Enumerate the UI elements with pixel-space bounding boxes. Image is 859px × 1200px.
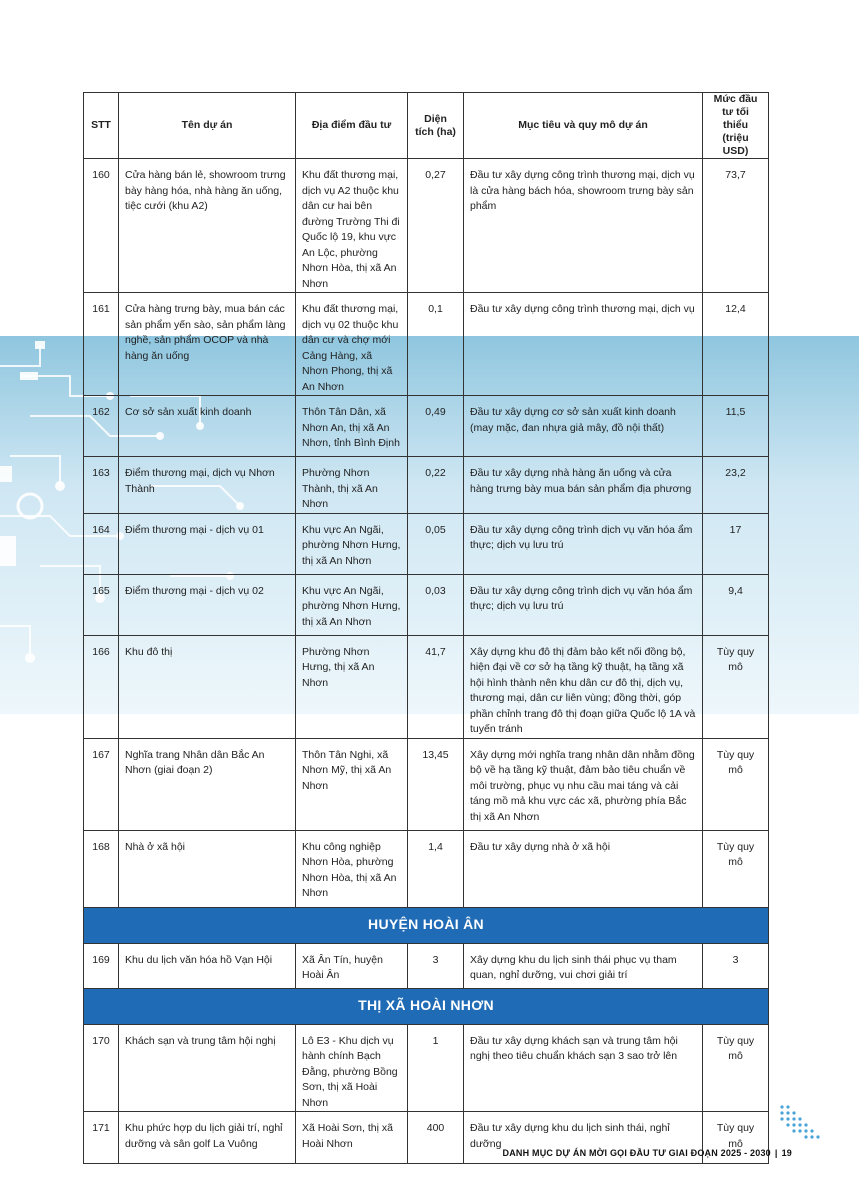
- cell-location: Khu đất thương mại, dịch vụ A2 thuộc khu dân cư hai bên đường Trường Thi đi Quốc lộ 19, khu vực An Lộc, phường Nhơn Hòa, thị xã An Nhơn: [302, 169, 400, 290]
- cell-stt: 171: [92, 1122, 110, 1134]
- table-header-row: [84, 93, 769, 159]
- cell-area: 0,49: [425, 406, 446, 418]
- header-stt: STT: [84, 93, 119, 159]
- cell-goal: Đầu tư xây dựng nhà ở xã hội: [470, 840, 611, 853]
- footer-title: DANH MỤC DỰ ÁN MỜI GỌI ĐẦU TƯ GIAI ĐOẠN 2025 - 2030: [502, 1148, 771, 1158]
- cell-stt: 170: [92, 1034, 110, 1047]
- table-row: [84, 513, 769, 574]
- cell-stt: 166: [92, 645, 110, 658]
- cell-location: Khu đất thương mại, dịch vụ 02 thuộc khu dân cư và chợ mới Cảng Hàng, xã Nhơn Phong, thị xã An Nhơn: [302, 303, 399, 393]
- cell-area: 1: [432, 1034, 439, 1047]
- cell-location: Khu vực An Ngãi, phường Nhơn Hưng, thị xã An Nhơn: [302, 523, 401, 567]
- cell-area: 0,22: [425, 467, 446, 479]
- region-title: THỊ XÃ HOÀI NHƠN: [84, 988, 769, 1024]
- cell-location: Xã Ân Tín, huyện Hoài Ân: [302, 953, 383, 981]
- cell-location: Lô E3 - Khu dịch vụ hành chính Bạch Đằng, phường Bồng Sơn, thị xã Hoài Nhơn: [302, 1034, 398, 1109]
- header-location: Địa điểm đầu tư: [296, 93, 408, 159]
- cell-area: 400: [426, 1122, 445, 1134]
- cell-goal: Đầu tư xây dựng công trình dịch vụ văn hóa ẩm thực; dịch vụ lưu trú: [470, 523, 693, 551]
- cell-stt: 167: [92, 748, 110, 761]
- cell-investment: 73,7: [725, 169, 746, 181]
- header-area: Diện tích (ha): [408, 93, 464, 159]
- table-row: [84, 293, 769, 396]
- table-row: [84, 1024, 769, 1112]
- page-number: 19: [781, 1148, 792, 1158]
- table-row: [84, 457, 769, 514]
- cell-location: Khu vực An Ngãi, phường Nhơn Hưng, thị xã An Nhơn: [302, 584, 401, 628]
- cell-location: Phường Nhơn Thành, thị xã An Nhơn: [302, 467, 378, 510]
- cell-investment: Tùy quy mô: [716, 840, 755, 868]
- project-table: [83, 92, 769, 1164]
- footer-separator: |: [774, 1148, 778, 1158]
- cell-stt: 169: [92, 953, 110, 966]
- cell-name: Khu đô thị: [125, 645, 173, 658]
- dot-pattern-decoration: [778, 1103, 824, 1143]
- cell-name: Nhà ở xã hội: [125, 840, 186, 853]
- cell-name: Cửa hàng bán lẻ, showroom trưng bày hàng hóa, nhà hàng ăn uống, tiệc cưới (khu A2): [125, 169, 286, 212]
- cell-location: Thôn Tân Nghi, xã Nhơn Mỹ, thị xã An Nhơn: [302, 748, 392, 792]
- cell-investment: 3: [732, 953, 739, 966]
- cell-goal: Xây dựng mới nghĩa trang nhân dân nhằm đồng bộ về hạ tầng kỹ thuật, đảm bảo tiêu chuẩn về môi trường, phục vụ nhu cầu mai táng và cải táng mồ mả khu vực các xã, phường phía Bắc thị xã An Nhơn: [470, 748, 695, 823]
- cell-area: 41,7: [425, 645, 446, 658]
- cell-investment: Tùy quy mô: [716, 645, 755, 673]
- cell-area: 0,27: [425, 169, 446, 181]
- cell-area: 13,45: [422, 748, 449, 761]
- cell-stt: 164: [92, 523, 110, 536]
- cell-investment: 11,5: [725, 406, 746, 418]
- cell-name: Khu du lịch văn hóa hồ Vạn Hội: [125, 953, 273, 966]
- cell-name: Nghĩa trang Nhân dân Bắc An Nhơn (giai đoạn 2): [125, 748, 265, 776]
- cell-name: Khách sạn và trung tâm hội nghị: [125, 1034, 276, 1047]
- cell-name: Cửa hàng trưng bày, mua bán các sản phẩm yến sào, sản phẩm làng nghề, sản phẩm OCOP và nhà hàng ăn uống: [125, 303, 286, 362]
- table-row: [84, 574, 769, 635]
- table-row: [84, 635, 769, 738]
- cell-goal: Đầu tư xây dựng khu du lịch sinh thái, nghỉ dưỡng: [470, 1122, 670, 1150]
- cell-investment: Tùy quy mô: [716, 1034, 755, 1062]
- header-goal: Mục tiêu và quy mô dự án: [464, 93, 703, 159]
- cell-investment: 9,4: [728, 584, 743, 597]
- region-header-hoai-an: [84, 907, 769, 943]
- region-header-hoai-nhon: [84, 988, 769, 1024]
- cell-investment: Tùy quy mô: [716, 1122, 755, 1150]
- header-investment: Mức đầu tư tối thiểu (triệu USD): [703, 93, 769, 159]
- cell-goal: Xây dựng khu du lịch sinh thái phục vụ tham quan, nghỉ dưỡng, vui chơi giải trí: [470, 953, 677, 981]
- cell-goal: Xây dựng khu đô thị đảm bảo kết nối đồng bộ, hiện đại về cơ sở hạ tầng kỹ thuật, hạ tầng xã hội hình thành nên khu dân cư đô thị, dịch vụ, thương mại, dân cư liên vùng; đồng thời, góp phần chỉnh trang đô thị đoạn giữa Quốc lộ 1A và tuyến tránh: [470, 645, 696, 735]
- cell-stt: 160: [92, 169, 110, 181]
- cell-name: Cơ sở sản xuất kinh doanh: [125, 406, 252, 418]
- page-footer: [503, 1148, 792, 1158]
- cell-stt: 162: [92, 406, 110, 418]
- cell-stt: 165: [92, 584, 110, 597]
- cell-goal: Đầu tư xây dựng công trình dịch vụ văn hóa ẩm thực; dịch vụ lưu trú: [470, 584, 693, 612]
- cell-goal: Đầu tư xây dựng cơ sở sản xuất kinh doanh (may mặc, đan nhựa giả mây, đồ nội thất): [470, 406, 676, 434]
- cell-stt: 168: [92, 840, 110, 853]
- table-row: [84, 830, 769, 907]
- cell-location: Khu công nghiệp Nhơn Hòa, phường Nhơn Hòa, thị xã An Nhơn: [302, 840, 397, 899]
- cell-investment: Tùy quy mô: [716, 748, 755, 776]
- cell-name: Điểm thương mại, dịch vụ Nhơn Thành: [125, 467, 275, 495]
- cell-goal: Đầu tư xây dựng nhà hàng ăn uống và cửa hàng trưng bày mua bán sản phẩm địa phương: [470, 467, 692, 495]
- cell-name: Khu phức hợp du lịch giải trí, nghỉ dưỡng và sân golf La Vuông: [125, 1122, 283, 1150]
- cell-investment: 17: [729, 523, 742, 536]
- cell-area: 0,03: [425, 584, 446, 597]
- cell-stt: 161: [92, 303, 110, 315]
- region-title: HUYỆN HOÀI ÂN: [84, 907, 769, 943]
- cell-area: 1,4: [428, 840, 443, 853]
- cell-area: 0,05: [425, 523, 446, 536]
- table-row: [84, 396, 769, 457]
- table-row: [84, 943, 769, 988]
- header-name: Tên dự án: [119, 93, 296, 159]
- cell-stt: 163: [92, 467, 110, 479]
- cell-investment: 23,2: [725, 467, 746, 479]
- cell-location: Thôn Tân Dân, xã Nhơn An, thị xã An Nhơn, tỉnh Bình Định: [302, 406, 400, 449]
- cell-area: 3: [432, 953, 439, 966]
- cell-location: Xã Hoài Sơn, thị xã Hoài Nhơn: [302, 1122, 393, 1150]
- cell-investment: 12,4: [725, 303, 746, 315]
- table-row: [84, 159, 769, 293]
- cell-name: Điểm thương mại - dịch vụ 01: [125, 523, 264, 536]
- cell-goal: Đầu tư xây dựng công trình thương mại, dịch vụ: [470, 303, 695, 315]
- cell-goal: Đầu tư xây dựng khách sạn và trung tâm hội nghị theo tiêu chuẩn khách sạn 3 sao trở lên: [470, 1034, 678, 1062]
- cell-area: 0,1: [428, 303, 443, 315]
- cell-name: Điểm thương mại - dịch vụ 02: [125, 584, 264, 597]
- cell-goal: Đầu tư xây dựng công trình thương mại, dịch vụ là cửa hàng bách hóa, showroom trưng bày sản phẩm: [470, 169, 695, 212]
- cell-location: Phường Nhơn Hưng, thị xã An Nhơn: [302, 645, 375, 689]
- table-row: [84, 738, 769, 830]
